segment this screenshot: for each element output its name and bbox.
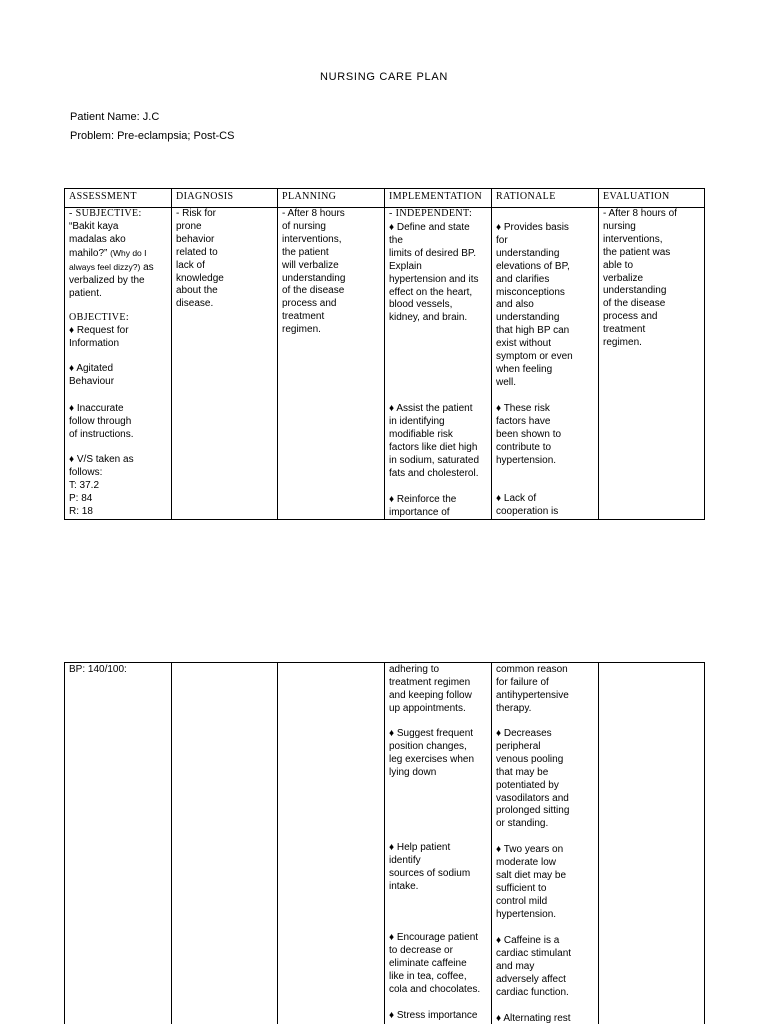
objective-item: ♦ Agitated Behaviour [69,363,115,387]
rationale-item: ♦ Caffeine is a cardiac stimulant and may adversely affect cardiac function. [496,935,572,998]
rationale-cell [492,208,599,520]
care-plan-table-continued [64,662,705,1024]
diagnosis-cell [172,663,278,1024]
document-title: NURSING CARE PLAN [319,71,449,83]
patient-name-value: J.C [142,111,160,123]
implementation-heading: - INDEPENDENT: [389,208,473,219]
planning-cell [278,663,385,1024]
objective-item: ♦ Inaccurate follow through of instructions. [69,403,134,440]
problem-line [70,129,234,143]
implementation-item: ♦ Stress importance [389,1010,478,1021]
care-plan-table [64,188,705,520]
evaluation-cell [599,663,705,1024]
vital-sign-bp: BP: 140/100: [69,664,127,675]
subjective-quote: “Bakit kaya madalas ako mahilo?” [69,221,126,259]
implementation-item: ♦ Define and state the limits of desired BP. Explain hypertension and its effect on the heart, blood vessels, kidney, and brain. [389,222,479,324]
evaluation-text: - After 8 hours of nursing interventions, the patient was able to verbalize understanding of the disease process and treatment regimen. [603,208,677,349]
header-implementation: IMPLEMENTATION [385,189,492,208]
rationale-item: ♦ Alternating rest [496,1013,571,1024]
subjective-heading: - SUBJECTIVE: [69,208,142,219]
header-assessment: ASSESSMENT [65,189,172,208]
evaluation-cell [599,208,705,520]
implementation-cell [385,663,492,1024]
rationale-cell [492,663,599,1024]
rationale-item: common reason for failure of antihypertensive therapy. [496,664,569,714]
rationale-item: ♦ These risk factors have been shown to contribute to hypertension. [496,403,562,466]
objective-item: ♦ Request for Information [69,325,129,349]
vital-signs: ♦ V/S taken as follows: T: 37.2 P: 84 R: 18 [69,454,134,517]
implementation-cell [385,208,492,520]
implementation-item: ♦ Reinforce the importance of [389,494,457,518]
implementation-item: ♦ Assist the patient in identifying modifiable risk factors like diet high in sodium, saturated fats and cholesterol. [389,403,480,479]
header-diagnosis: DIAGNOSIS [172,189,278,208]
header-evaluation: EVALUATION [599,189,705,208]
rationale-item: ♦ Decreases peripheral venous pooling that may be potentiated by vasodilators and prolonged sitting or standing. [496,728,570,830]
problem-label: Problem: [70,130,115,142]
implementation-item: ♦ Encourage patient to decrease or eliminate caffeine like in tea, coffee, cola and chocolates. [389,932,481,995]
rationale-item: ♦ Lack of cooperation is [496,493,559,517]
header-rationale: RATIONALE [492,189,599,208]
diagnosis-cell [172,208,278,520]
assessment-cell [65,663,172,1024]
diagnosis-text: - Risk for prone behavior related to lack of knowledge about the disease. [176,208,224,310]
problem-value: Pre-eclampsia; Post-CS [117,130,235,142]
objective-heading: OBJECTIVE: [69,312,130,323]
rationale-item: ♦ Provides basis for understanding elevations of BP, and clarifies misconceptions and also understanding that high BP can exist without symptom or even when feeling well. [496,222,573,388]
subjective-statement [69,221,169,300]
implementation-item: ♦ Suggest frequent position changes, leg exercises when lying down [389,728,475,778]
implementation-item: ♦ Help patient identify sources of sodium intake. [389,842,471,892]
planning-cell [278,208,385,520]
assessment-cell [65,208,172,520]
subjective-translation: (Why do I always feel dizzy?) [69,247,147,272]
patient-name-label: Patient Name: [70,111,140,123]
rationale-item: ♦ Two years on moderate low salt diet may be sufficient to control mild hypertension. [496,844,567,920]
implementation-item: adhering to treatment regimen and keeping follow up appointments. [389,664,472,714]
patient-name-line [70,110,159,124]
planning-text: - After 8 hours of nursing interventions, the patient will verbalize understanding of the disease process and treatment regimen. [282,208,346,336]
header-planning: PLANNING [278,189,385,208]
subjective-note: as verbalized by the patient. [69,261,154,299]
